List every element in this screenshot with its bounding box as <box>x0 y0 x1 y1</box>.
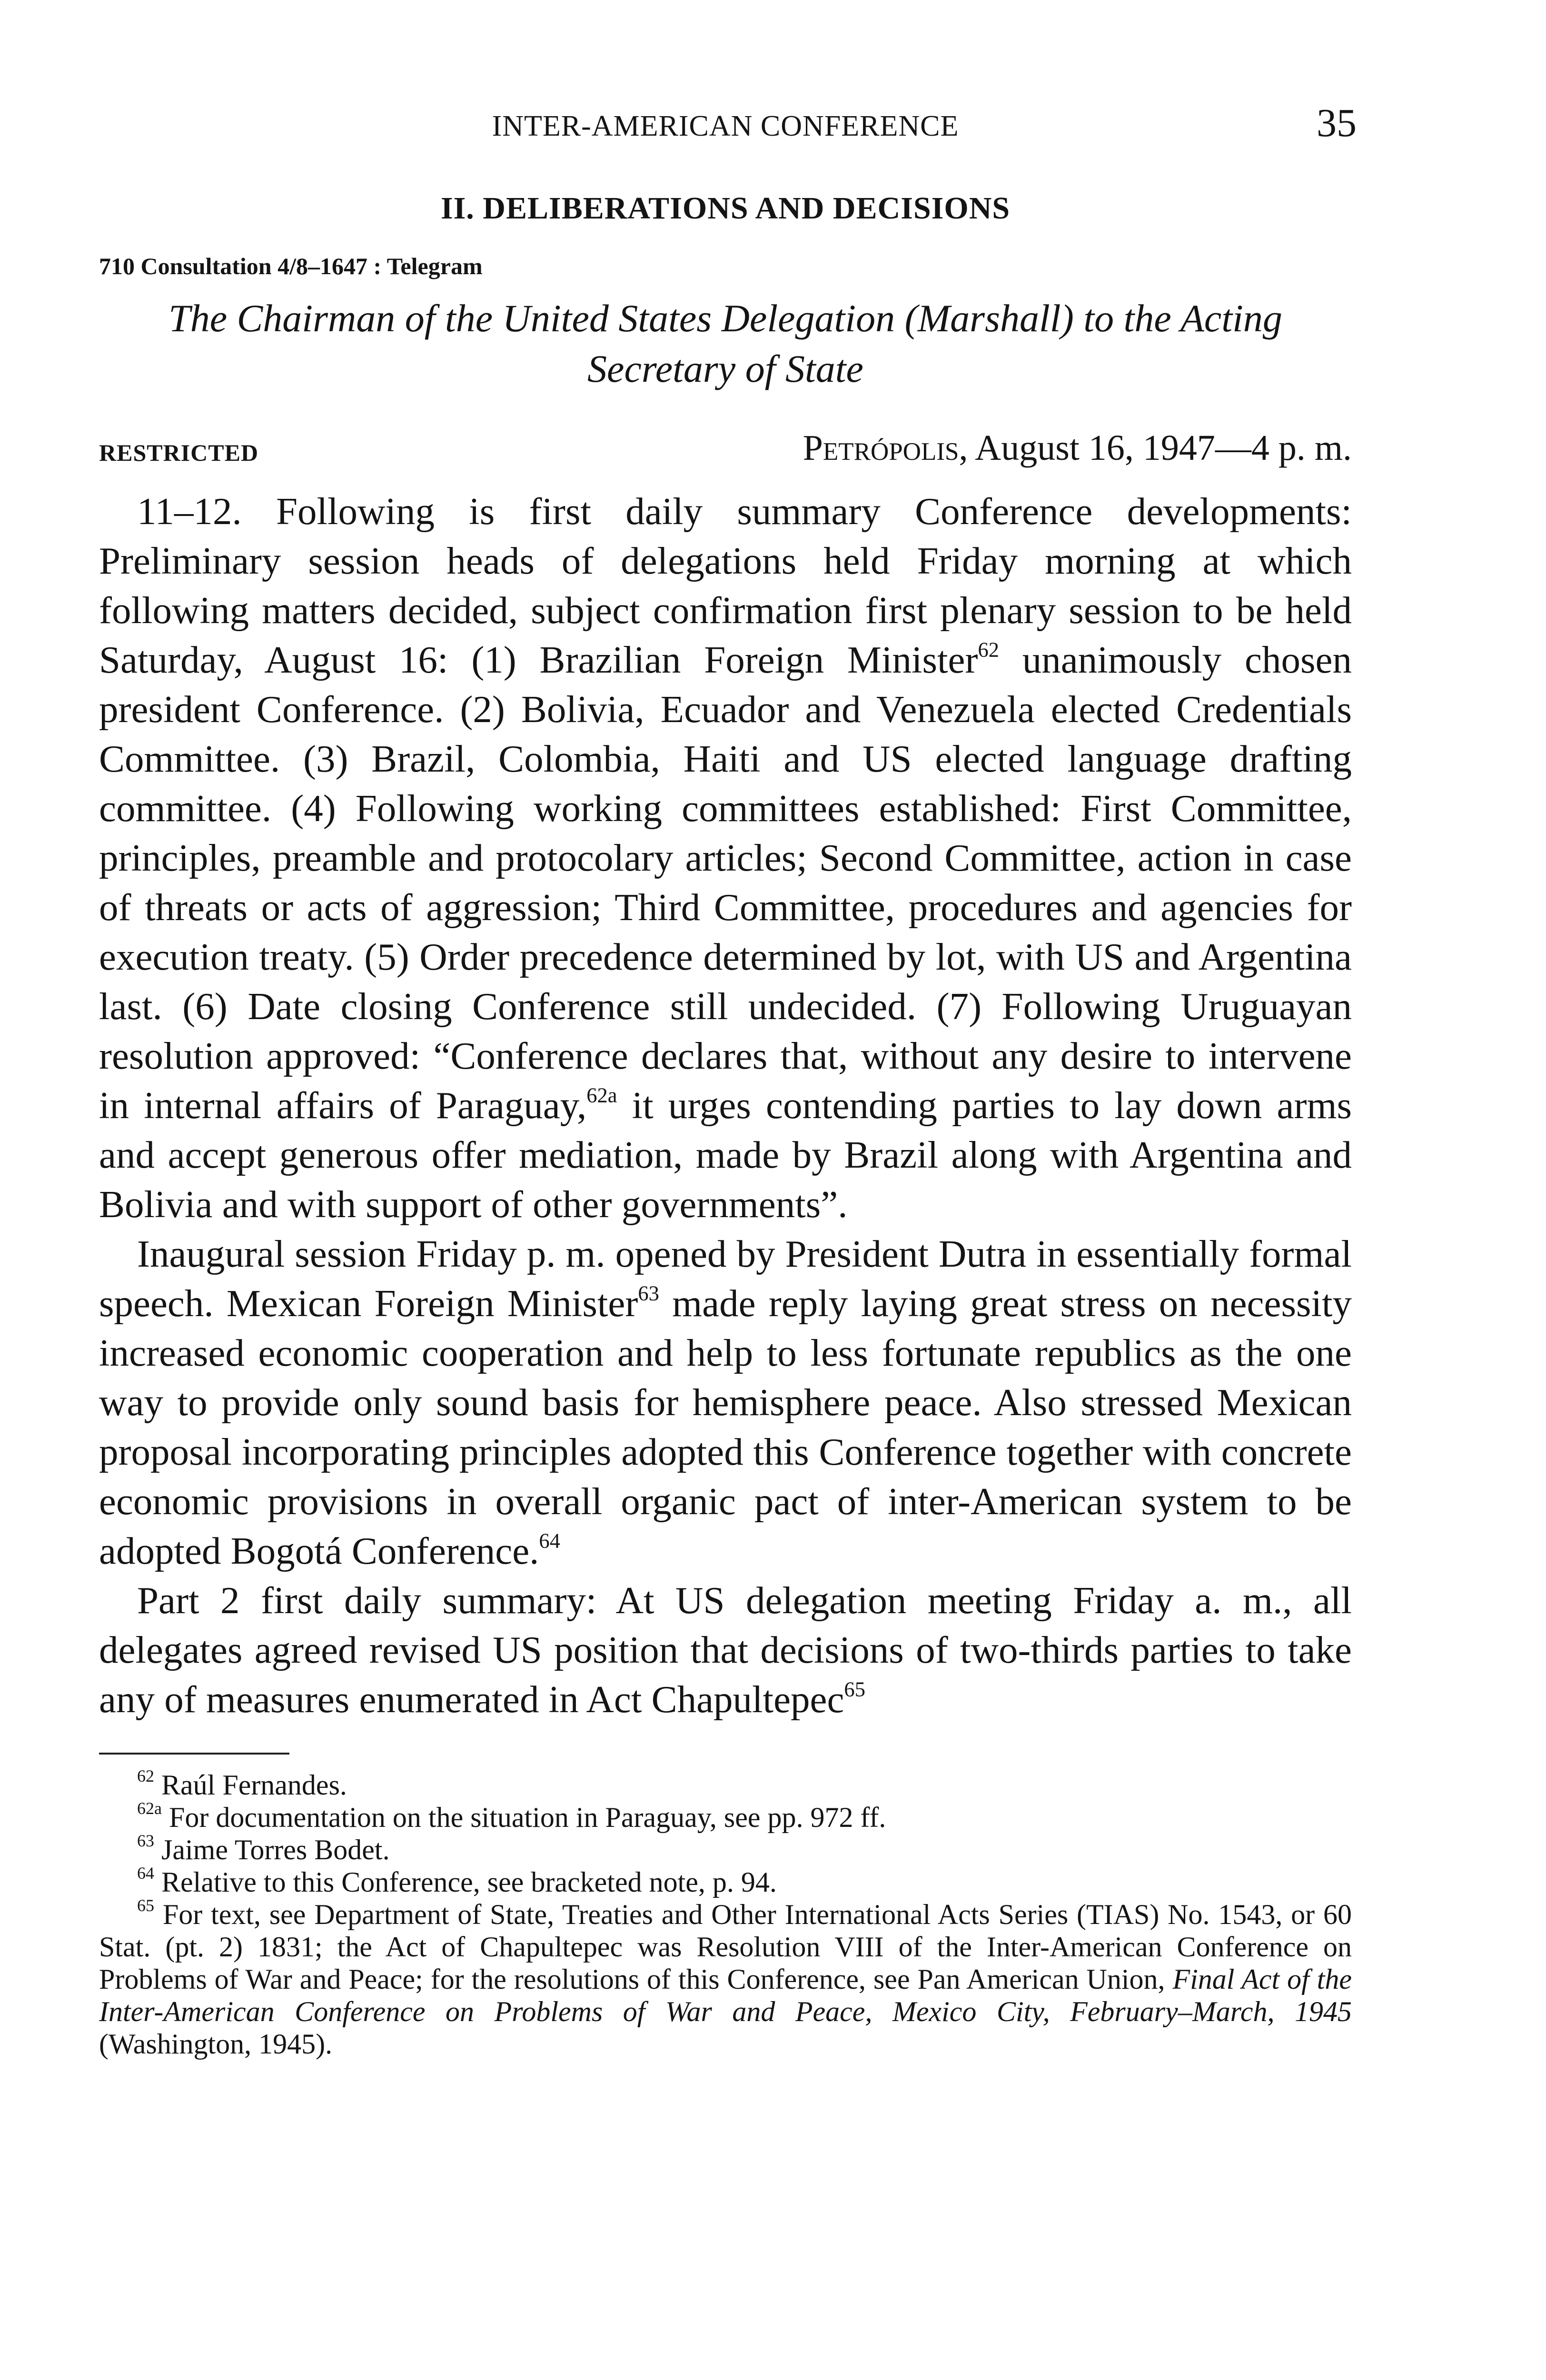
footnotes <box>99 1766 1352 2060</box>
footnote-divider <box>99 1753 289 1755</box>
section-title: II. DELIBERATIONS AND DECISIONS <box>440 191 1011 226</box>
file-reference: 710 Consultation 4/8–1647 : Telegram <box>99 253 483 279</box>
classification-label: RESTRICTED <box>99 439 259 466</box>
place-date <box>803 427 1352 469</box>
running-head <box>99 100 1357 152</box>
footnote <box>99 1831 1352 1866</box>
footnote-marker: 62a <box>586 1083 617 1107</box>
body-text <box>99 486 1352 1724</box>
footnote-marker: 64 <box>137 1864 154 1883</box>
document-page <box>99 100 1357 2060</box>
footnote-marker: 62 <box>137 1766 154 1785</box>
footnote-text: (Washington, 1945). <box>99 2028 333 2060</box>
footnote-marker: 63 <box>638 1281 659 1305</box>
footnote-marker: 62 <box>978 637 999 662</box>
paragraph-text: Inaugural session Friday p. m. opened by President Dutra in essentially formal speech. Mexican Foreign Minister <box>99 1232 1352 1325</box>
footnote-marker: 64 <box>539 1528 560 1553</box>
paragraph-text: 11–12. Following is first daily summary Conference developments: Preliminary session heads of delegations held Friday morning at which following matters decided, subject confirmation first plenary session to be held Saturday, August 16: (1) Brazilian Foreign Minister <box>99 490 1352 681</box>
paragraph-text: unanimously chosen president Conference. (2) Bolivia, Ecuador and Venezuela elected Credentials Committee. (3) Brazil, Colombia, Haiti and US elected language drafting committee. (4) Following working committees established: First Committee, principles, preamble and protocolary articles; Second Committee, action in case of threats or acts of aggression; Third Committee, procedures and agencies for execution treaty. (5) Order precedence determined by lot, with US and Argentina last. (6) Date closing Conference still undecided. (7) Following Uruguayan resolution approved: “Conference declares that, without any desire to intervene in internal affairs of Paraguay, <box>99 638 1352 1127</box>
date-time: , August 16, 1947—4 p. m. <box>959 428 1352 468</box>
running-title: INTER-AMERICAN CONFERENCE <box>492 110 959 142</box>
footnote-marker: 65 <box>844 1677 865 1701</box>
footnote-text: Jaime Torres Bodet. <box>154 1834 390 1865</box>
footnote <box>99 1898 1352 2060</box>
dateline <box>99 427 1352 475</box>
paragraph-text: Part 2 first daily summary: At US delegation meeting Friday a. m., all delegates agreed revised US position that decisions of two-thirds parties to take any of measures enumerated in Act Chapultepec <box>99 1579 1352 1721</box>
footnote <box>99 1766 1352 1801</box>
footnote-text: Relative to this Conference, see bracketed note, p. 94. <box>154 1866 777 1898</box>
footnote <box>99 1801 1352 1834</box>
footnote-marker: 63 <box>137 1831 154 1850</box>
paragraph-text: made reply laying great stress on necessity increased economic cooperation and help to less fortunate republics as the one way to provide only sound basis for hemisphere peace. Also stressed Mexican proposal incorporating principles adopted this Conference together with concrete economic provisions in overall organic pact of inter-American system to be adopted Bogotá Conference. <box>99 1282 1352 1572</box>
footnote-text: For text, see Department of State, Treaties and Other International Acts Series (TIAS) No. 1543, or 60 Stat. (pt. 2) 1831; the Act of Chapultepec was Resolution VIII of the Inter-American Conference on Problems of War and Peace; for the resolutions of this Conference, see Pan American Union, <box>99 1899 1352 1995</box>
body-paragraph <box>99 1229 1352 1576</box>
footnote-text: Raúl Fernandes. <box>154 1769 347 1801</box>
footnote-marker: 62a <box>137 1799 162 1818</box>
body-paragraph <box>99 486 1352 1229</box>
paragraph-text: it urges contending parties to lay down arms and accept generous offer mediation, made by Brazil along with Argentina and Bolivia and with support of other governments”. <box>99 1084 1352 1226</box>
footnote-marker: 65 <box>137 1896 154 1915</box>
body-paragraph <box>99 1576 1352 1724</box>
document-heading: The Chairman of the United States Delegation (Marshall) to the Acting Secretary of State <box>168 297 1282 390</box>
footnote <box>99 1866 1352 1898</box>
place-name: Petrópolis <box>803 428 959 468</box>
page-number: 35 <box>1317 101 1357 145</box>
italic-text: Final Act of the Inter-American Conference on Problems of War and Peace, Mexico City, February–March, 1945 <box>99 1964 1352 2027</box>
footnote-text: For documentation on the situation in Paraguay, see pp. 972 ff. <box>161 1802 886 1833</box>
